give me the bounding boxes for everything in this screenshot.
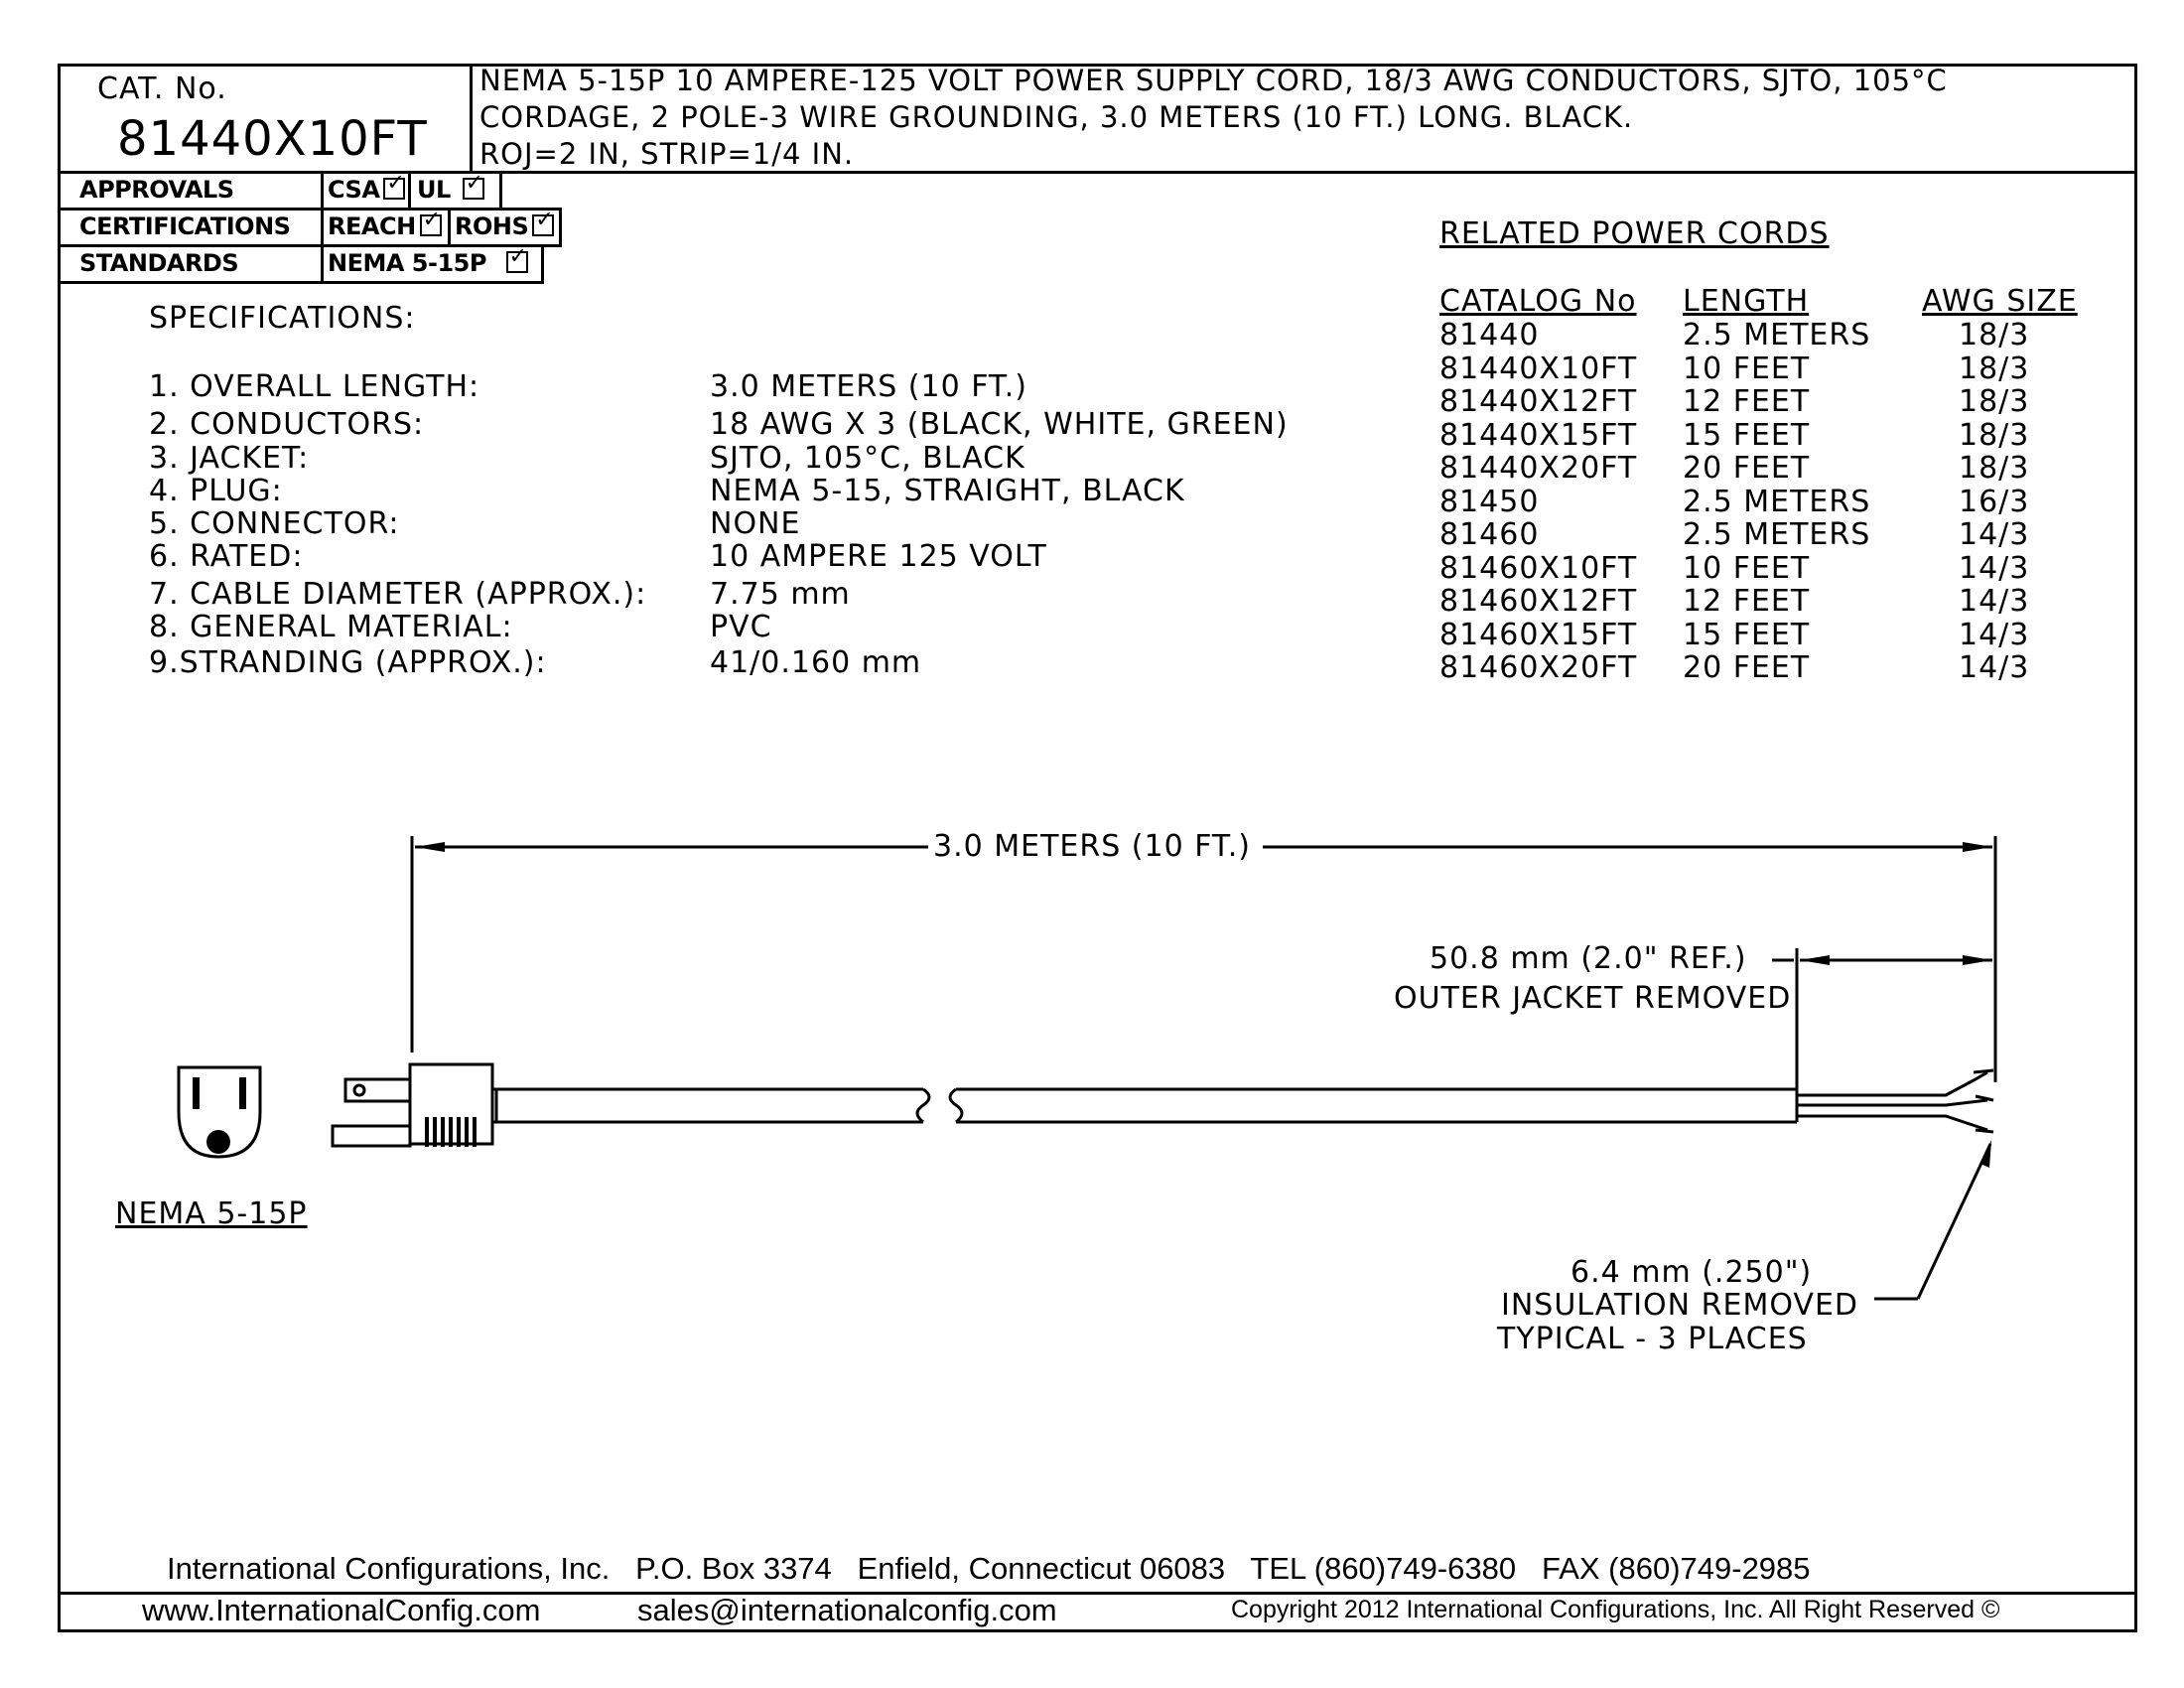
related-cell: 16/3 [1959,484,2030,519]
related-cell: 81460 [1439,517,1540,552]
cat-number: 81440X10FT [117,111,428,167]
website-link[interactable]: www.InternationalConfig.com [142,1593,541,1627]
grip-line [449,1117,453,1147]
related-cell: 12 FEET [1683,384,1811,419]
wire [1797,1072,1987,1095]
spec-label: 7. CABLE DIAMETER (APPROX.): [149,577,647,612]
plug-label: NEMA 5-15P [115,1196,308,1231]
cert-rohs-label: ROHS [455,212,529,240]
related-cell: 81460X10FT [1439,550,1638,586]
related-cell: 81440 [1439,318,1540,352]
description-line-2: CORDAGE, 2 POLE-3 WIRE GROUNDING, 3.0 METERS (10 FT.) LONG. BLACK. [479,100,1634,134]
wire-tip [1976,1096,1993,1100]
email-link[interactable]: sales@internationalconfig.com [637,1593,1057,1627]
spec-value: NONE [710,506,801,541]
standard-nema-label: NEMA 5-15P [328,249,486,277]
spec-value: PVC [710,610,772,644]
company-line: International Configurations, Inc. P.O. Box 3374 Enfield, Connecticut 06083 TEL (860)749-6380 FAX (860)749-2985 [167,1551,1811,1586]
jacket-removed-label: OUTER JACKET REMOVED [1394,981,1792,1016]
related-cell: 81440X15FT [1439,417,1638,453]
approval-ul-label: UL [417,176,451,204]
related-cell: 18/3 [1959,451,2030,486]
related-cell: 20 FEET [1683,451,1811,486]
related-cell: 18/3 [1959,318,2030,352]
related-cell: 15 FEET [1683,417,1811,453]
related-header-awg: AWG SIZE [1922,284,2078,319]
face-slot [193,1077,200,1109]
related-cell: 18/3 [1959,417,2030,453]
arrowhead [415,842,445,852]
related-cell: 81440X12FT [1439,384,1638,419]
wire-tip [1976,1130,1993,1132]
arrowhead [1963,842,1992,852]
spec-value: 7.75 mm [710,577,851,612]
related-cell: 81450 [1439,484,1540,519]
spec-label: 8. GENERAL MATERIAL: [149,610,513,644]
related-cell: 81440X10FT [1439,351,1638,386]
prong-hole [354,1085,364,1095]
plug-body [410,1064,496,1144]
grip-line [433,1117,437,1147]
related-cell: 14/3 [1959,550,2030,586]
plug-prong [333,1126,410,1146]
related-cell: 10 FEET [1683,550,1811,586]
related-cell: 81440X20FT [1439,451,1638,486]
jacket-removed-dim: 50.8 mm (2.0" REF.) [1430,941,1747,976]
related-cell: 2.5 METERS [1683,517,1871,552]
grip-line [425,1117,429,1147]
grip-line [457,1117,461,1147]
spec-value: 18 AWG X 3 (BLACK, WHITE, GREEN) [710,407,1289,442]
leader-line [1918,1144,1990,1299]
related-header-length: LENGTH [1683,284,1810,319]
spec-label: 2. CONDUCTORS: [149,407,425,442]
standards-label: STANDARDS [79,249,239,277]
related-title: RELATED POWER CORDS [1439,216,1830,251]
spec-label: 9.STRANDING (APPROX.): [149,645,547,680]
arrowhead [1800,955,1830,965]
spec-label: 1. OVERALL LENGTH: [149,369,480,404]
spec-value: SJTO, 105°C, BLACK [710,441,1025,476]
wire-tip [1974,1070,1993,1072]
copyright: Copyright 2012 International Configurations, Inc. All Right Reserved © [1231,1596,2000,1623]
grip-line [473,1117,477,1147]
cable-break [917,1089,929,1122]
related-cell: 81460X20FT [1439,650,1638,685]
related-header-catalog: CATALOG No [1439,284,1637,319]
spec-title: SPECIFICATIONS: [149,301,416,336]
spec-value: NEMA 5-15, STRAIGHT, BLACK [710,474,1185,508]
related-cell: 10 FEET [1683,351,1811,386]
related-cell: 12 FEET [1683,584,1811,619]
related-cell: 20 FEET [1683,650,1811,685]
arrowhead [1980,1140,1991,1168]
face-ground-hole [206,1130,230,1154]
cable-break [950,1089,962,1122]
description-line-3: ROJ=2 IN, STRIP=1/4 IN. [479,137,855,171]
spec-value: 3.0 METERS (10 FT.) [710,369,1027,404]
spec-label: 4. PLUG: [149,474,283,508]
spec-label: 3. JACKET: [149,441,310,476]
grip-line [465,1117,469,1147]
certifications-label: CERTIFICATIONS [79,212,291,240]
insulation-label: INSULATION REMOVED [1501,1288,1858,1323]
insulation-dim: 6.4 mm (.250") [1570,1255,1813,1290]
related-cell: 81460X15FT [1439,617,1638,652]
related-cell: 14/3 [1959,584,2030,619]
spec-label: 6. RATED: [149,539,304,574]
spec-value: 10 AMPERE 125 VOLT [710,539,1047,574]
spec-value: 41/0.160 mm [710,645,922,680]
related-cell: 2.5 METERS [1683,484,1871,519]
grip-line [441,1117,445,1147]
related-cell: 15 FEET [1683,617,1811,652]
wire [1797,1116,1987,1130]
related-cell: 14/3 [1959,617,2030,652]
related-cell: 81460X12FT [1439,584,1638,619]
overall-length-label: 3.0 METERS (10 FT.) [933,829,1251,864]
wire [1797,1100,1987,1105]
description-line-1: NEMA 5-15P 10 AMPERE-125 VOLT POWER SUPPLY CORD, 18/3 AWG CONDUCTORS, SJTO, 105°C [479,64,1948,97]
approval-csa-label: CSA [328,176,380,204]
related-cell: 18/3 [1959,384,2030,419]
approvals-label: APPROVALS [79,176,234,204]
arrowhead [1963,955,1992,965]
related-cell: 2.5 METERS [1683,318,1871,352]
face-slot [239,1077,246,1109]
related-cell: 14/3 [1959,517,2030,552]
cert-reach-label: REACH [328,212,416,240]
spec-label: 5. CONNECTOR: [149,506,400,541]
related-cell: 18/3 [1959,351,2030,386]
related-cell: 14/3 [1959,650,2030,685]
cat-label: CAT. No. [97,71,227,106]
insulation-note: TYPICAL - 3 PLACES [1497,1322,1808,1356]
